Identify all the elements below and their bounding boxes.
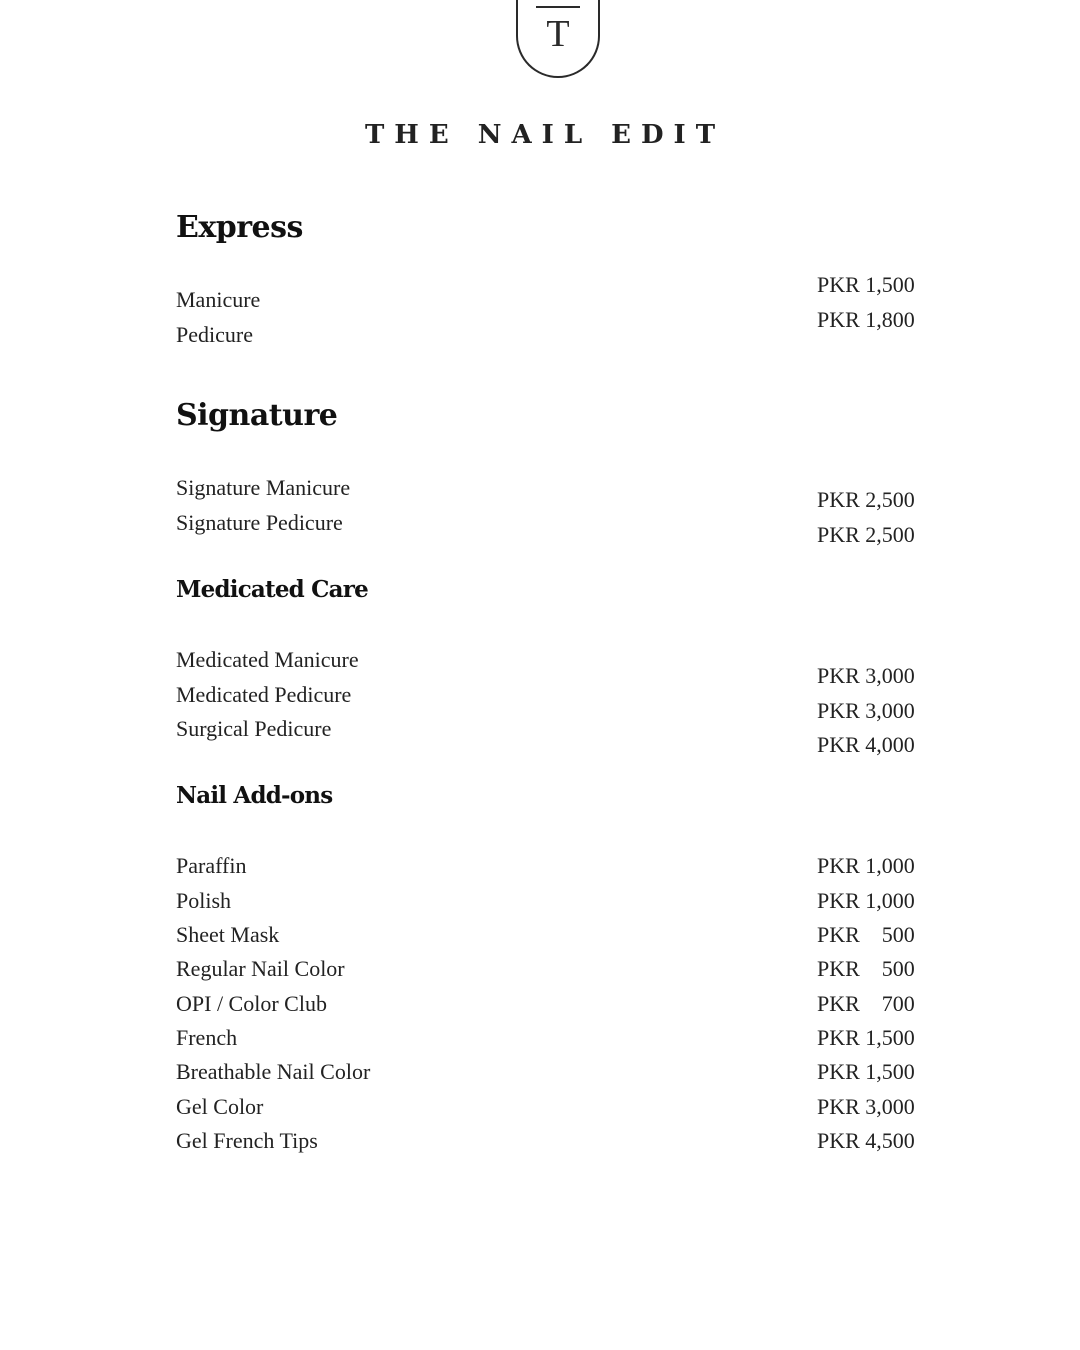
service-item: Signature Pedicure [176,510,343,535]
logo-letter: T [546,13,570,55]
service-price: PKR 2,500 [817,522,915,547]
section-title-express: Express [176,210,303,245]
service-item: Manicure [176,287,261,312]
service-price: PKR 1,500 [817,272,915,297]
service-item: Medicated Manicure [176,647,359,672]
service-price: PKR 3,000 [817,1094,915,1119]
section-title-medicated-care: Medicated Care [176,576,368,603]
service-item: Medicated Pedicure [176,682,352,707]
service-item: Surgical Pedicure [176,716,332,741]
section-title-signature: Signature [176,398,338,433]
service-price: PKR 1,800 [817,307,915,332]
service-price: PKR 500 [817,922,915,947]
service-price: PKR 500 [817,956,915,981]
service-price: PKR 1,500 [817,1059,915,1084]
service-item: Polish [176,888,232,913]
service-item: Pedicure [176,322,253,347]
service-item: Gel French Tips [176,1128,318,1153]
service-price: PKR 1,000 [817,853,915,878]
service-item: Signature Manicure [176,475,351,500]
service-price: PKR 700 [817,991,915,1016]
service-item: Regular Nail Color [176,956,345,981]
service-price: PKR 1,500 [817,1025,915,1050]
service-price: PKR 2,500 [817,487,915,512]
logo-emblem [516,0,600,78]
section-title-nail-add-ons: Nail Add-ons [176,782,333,809]
service-item: Gel Color [176,1094,264,1119]
service-price: PKR 3,000 [817,663,915,688]
service-item: Paraffin [176,853,247,878]
service-price: PKR 4,000 [817,732,915,757]
service-item: OPI / Color Club [176,991,327,1016]
service-item: French [176,1025,238,1050]
service-item: Sheet Mask [176,922,280,947]
service-price: PKR 4,500 [817,1128,915,1153]
brand-title: THE NAIL EDIT [364,120,726,150]
service-price: PKR 1,000 [817,888,915,913]
service-price: PKR 3,000 [817,698,915,723]
service-item: Breathable Nail Color [176,1059,371,1084]
logo-bar [536,6,580,8]
